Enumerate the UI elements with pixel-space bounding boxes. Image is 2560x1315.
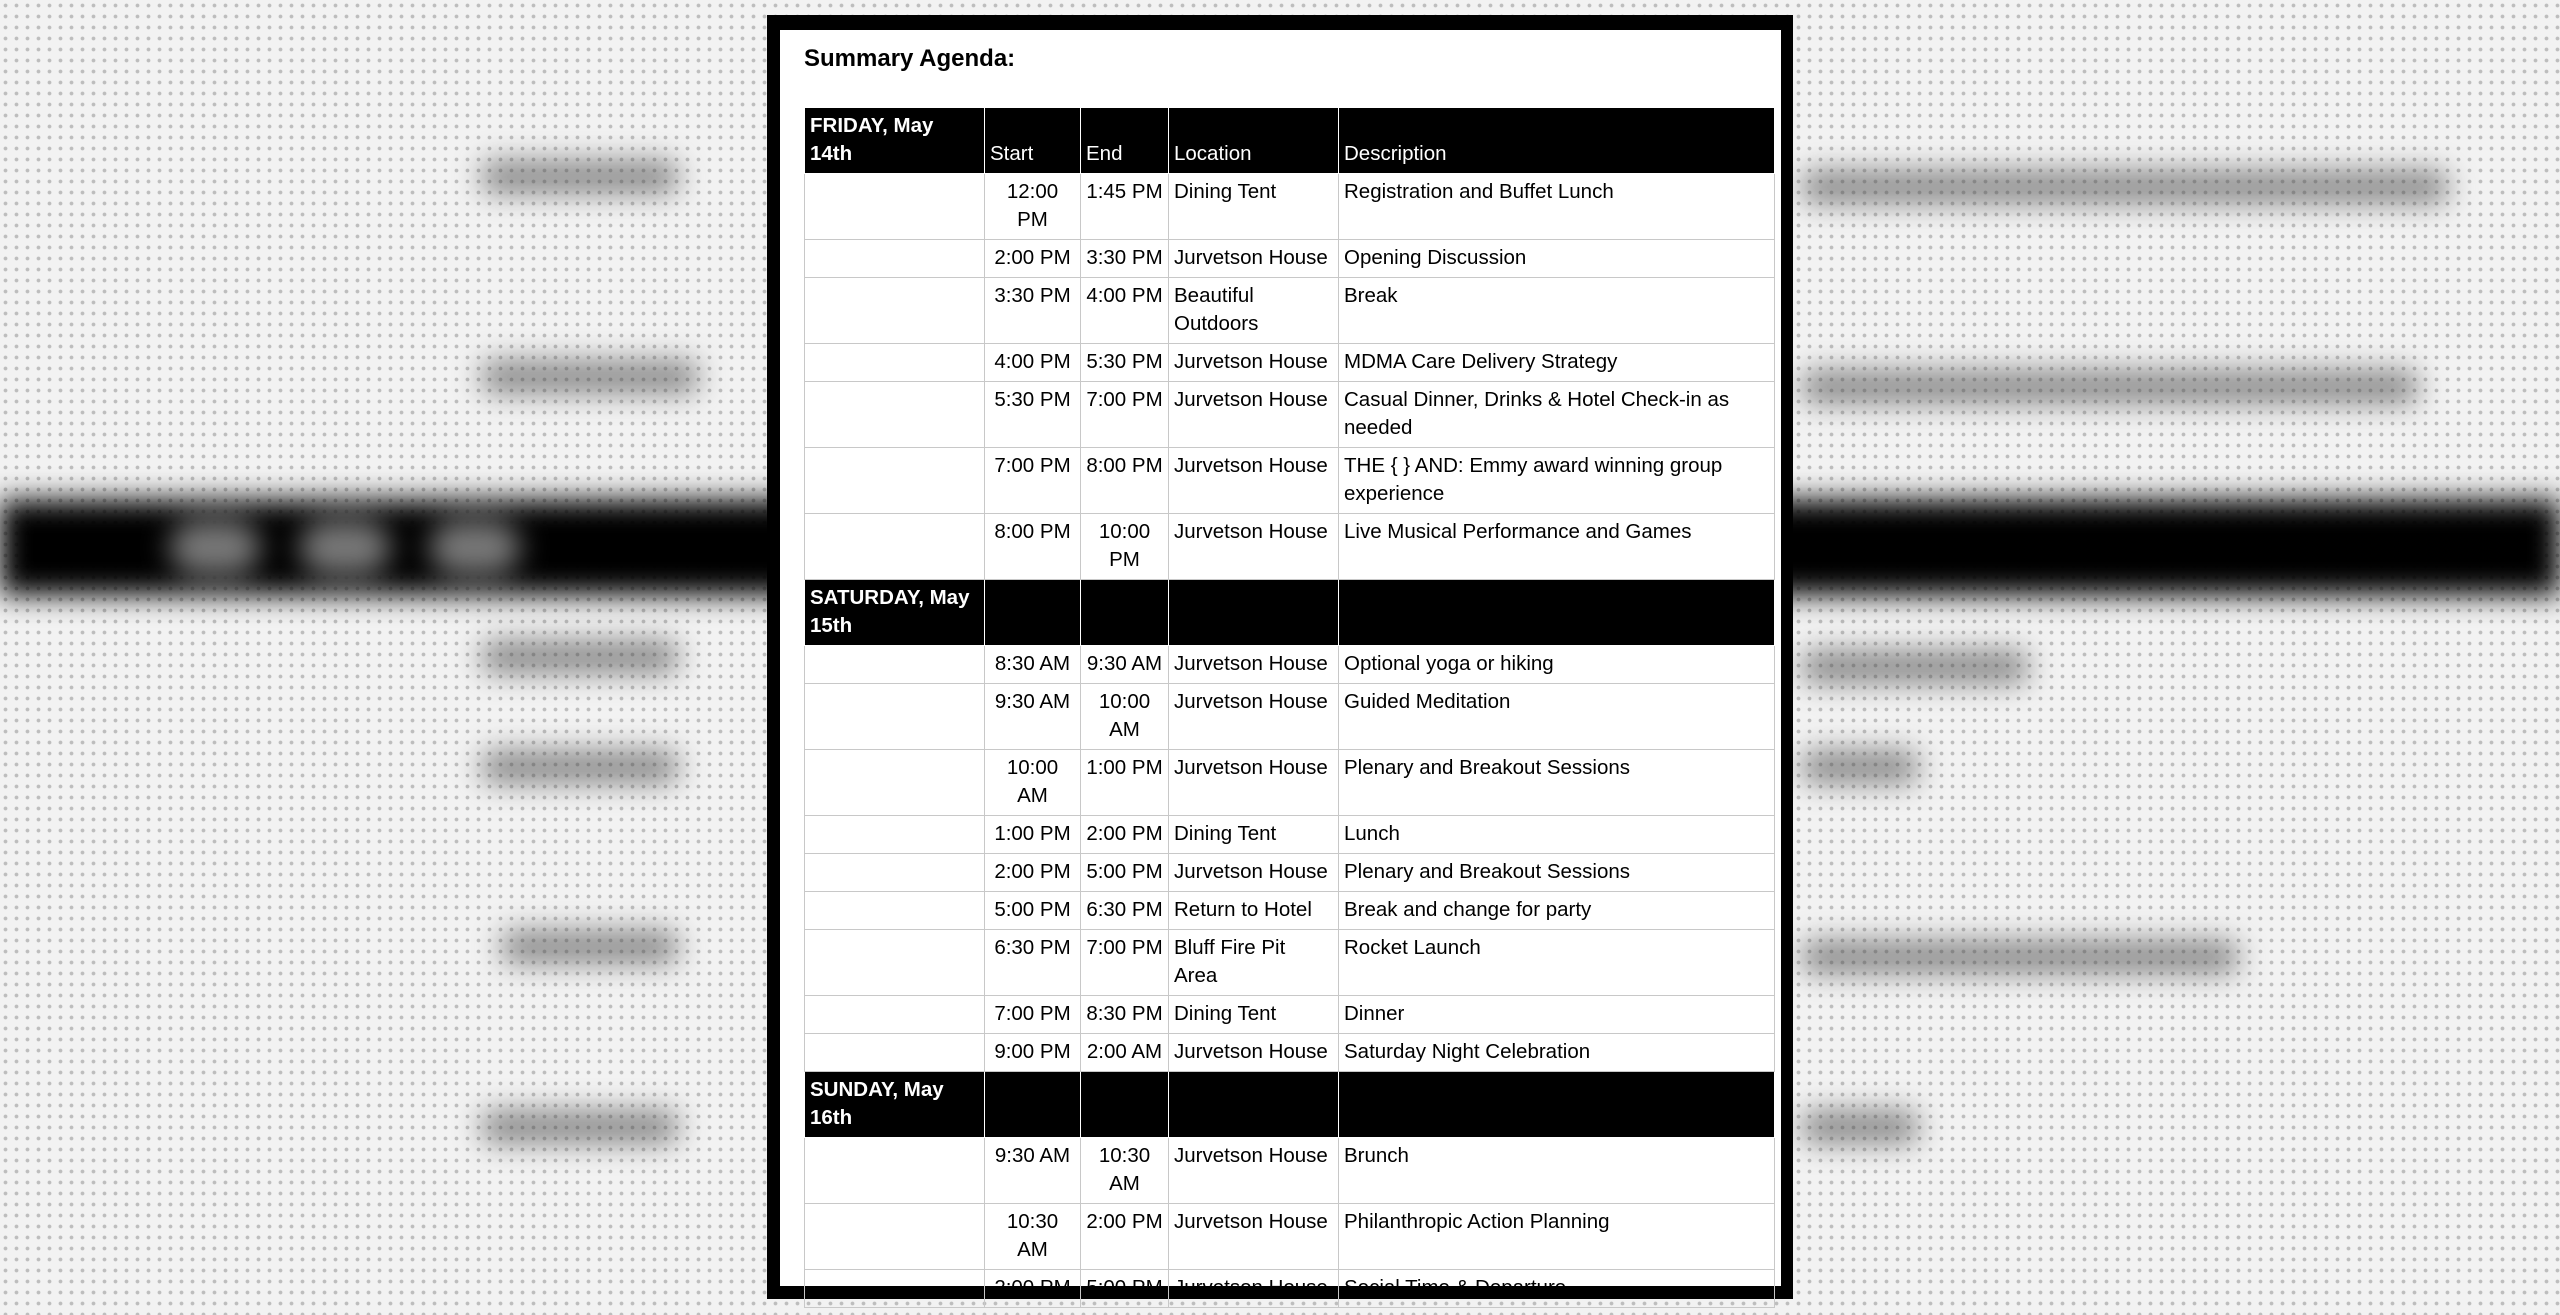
table-row	[805, 1034, 1775, 1072]
column-header-description: Description	[1339, 108, 1775, 174]
start-time: 8:30 AM	[985, 646, 1081, 684]
start-time: 9:00 PM	[985, 1034, 1081, 1072]
empty-cell	[805, 448, 985, 514]
empty-cell	[805, 816, 985, 854]
description: Live Musical Performance and Games	[1339, 514, 1775, 580]
empty-cell	[805, 344, 985, 382]
description: Registration and Buffet Lunch	[1339, 174, 1775, 240]
table-row	[805, 930, 1775, 996]
background-smudge	[1800, 750, 1920, 784]
empty-header-cell	[1081, 1072, 1169, 1138]
location: Jurvetson House	[1169, 240, 1339, 278]
empty-cell	[805, 684, 985, 750]
background-smudge	[1800, 650, 2030, 684]
day-header-sunday	[805, 1072, 1775, 1138]
start-time: 1:00 PM	[985, 816, 1081, 854]
table-row	[805, 448, 1775, 514]
empty-header-cell	[1339, 1072, 1775, 1138]
empty-cell	[805, 646, 985, 684]
table-row	[805, 684, 1775, 750]
location: Dining Tent	[1169, 816, 1339, 854]
empty-header-cell	[1339, 580, 1775, 646]
start-time: 7:00 PM	[985, 996, 1081, 1034]
background-smudge	[1800, 1110, 1920, 1144]
start-time: 10:00 AM	[985, 750, 1081, 816]
start-time: 5:30 PM	[985, 382, 1081, 448]
end-time: 5:30 PM	[1081, 344, 1169, 382]
day-label: SATURDAY, May 15th	[805, 580, 985, 646]
background-smudge	[480, 1110, 680, 1144]
background-smudge	[480, 640, 680, 674]
description: THE { } AND: Emmy award winning group experience	[1339, 448, 1775, 514]
location: Jurvetson House	[1169, 382, 1339, 448]
start-time: 2:00 PM	[985, 854, 1081, 892]
empty-header-cell	[985, 1072, 1081, 1138]
end-time: 3:30 PM	[1081, 240, 1169, 278]
start-time: 2:00 PM	[985, 1270, 1081, 1308]
empty-cell	[805, 1034, 985, 1072]
empty-cell	[805, 382, 985, 448]
table-row	[805, 816, 1775, 854]
end-time: 8:30 PM	[1081, 996, 1169, 1034]
location: Jurvetson House	[1169, 1204, 1339, 1270]
start-time: 2:00 PM	[985, 240, 1081, 278]
empty-header-cell	[1081, 580, 1169, 646]
background-smudge	[480, 160, 680, 194]
end-time: 9:30 AM	[1081, 646, 1169, 684]
end-time: 2:00 PM	[1081, 1204, 1169, 1270]
table-row	[805, 382, 1775, 448]
description: Guided Meditation	[1339, 684, 1775, 750]
band-highlight	[430, 520, 520, 575]
empty-cell	[805, 240, 985, 278]
table-row	[805, 174, 1775, 240]
end-time: 7:00 PM	[1081, 930, 1169, 996]
table-row	[805, 514, 1775, 580]
end-time: 2:00 AM	[1081, 1034, 1169, 1072]
location: Dining Tent	[1169, 996, 1339, 1034]
description: Brunch	[1339, 1138, 1775, 1204]
table-row	[805, 750, 1775, 816]
table-row	[805, 646, 1775, 684]
day-label: FRIDAY, May 14th	[805, 108, 985, 174]
background-smudge	[480, 750, 680, 784]
end-time: 1:45 PM	[1081, 174, 1169, 240]
empty-cell	[805, 996, 985, 1034]
agenda-title: Summary Agenda:	[804, 45, 1016, 72]
end-time: 10:30 AM	[1081, 1138, 1169, 1204]
location: Return to Hotel	[1169, 892, 1339, 930]
end-time: 8:00 PM	[1081, 448, 1169, 514]
start-time: 7:00 PM	[985, 448, 1081, 514]
description: Optional yoga or hiking	[1339, 646, 1775, 684]
description: Plenary and Breakout Sessions	[1339, 750, 1775, 816]
empty-cell	[805, 278, 985, 344]
location: Jurvetson House	[1169, 1138, 1339, 1204]
location: Jurvetson House	[1169, 514, 1339, 580]
empty-cell	[805, 930, 985, 996]
end-time: 1:00 PM	[1081, 750, 1169, 816]
background-smudge	[500, 930, 680, 964]
location: Bluff Fire Pit Area	[1169, 930, 1339, 996]
description: Opening Discussion	[1339, 240, 1775, 278]
start-time: 5:00 PM	[985, 892, 1081, 930]
description: Casual Dinner, Drinks & Hotel Check-in as needed	[1339, 382, 1775, 448]
end-time: 10:00 PM	[1081, 514, 1169, 580]
agenda-table	[804, 107, 1775, 1308]
description: Saturday Night Celebration	[1339, 1034, 1775, 1072]
table-row	[805, 892, 1775, 930]
location: Beautiful Outdoors	[1169, 278, 1339, 344]
end-time: 5:00 PM	[1081, 854, 1169, 892]
description: Dinner	[1339, 996, 1775, 1034]
location: Jurvetson House	[1169, 448, 1339, 514]
description: MDMA Care Delivery Strategy	[1339, 344, 1775, 382]
location: Jurvetson House	[1169, 344, 1339, 382]
empty-cell	[805, 750, 985, 816]
table-row	[805, 1270, 1775, 1308]
empty-cell	[805, 854, 985, 892]
location: Jurvetson House	[1169, 684, 1339, 750]
description: Lunch	[1339, 816, 1775, 854]
empty-cell	[805, 1270, 985, 1308]
start-time: 3:30 PM	[985, 278, 1081, 344]
end-time: 10:00 AM	[1081, 684, 1169, 750]
start-time: 9:30 AM	[985, 1138, 1081, 1204]
band-highlight	[300, 520, 390, 575]
empty-cell	[805, 174, 985, 240]
empty-cell	[805, 1204, 985, 1270]
day-header-saturday	[805, 580, 1775, 646]
location: Jurvetson House	[1169, 1034, 1339, 1072]
end-time: 4:00 PM	[1081, 278, 1169, 344]
description: Social Time & Departure	[1339, 1270, 1775, 1308]
background-smudge	[1800, 370, 2420, 404]
table-row	[805, 344, 1775, 382]
table-row	[805, 240, 1775, 278]
column-header-location: Location	[1169, 108, 1339, 174]
end-time: 5:00 PM	[1081, 1270, 1169, 1308]
table-row	[805, 1138, 1775, 1204]
table-row	[805, 1204, 1775, 1270]
column-header-start: Start	[985, 108, 1081, 174]
description: Rocket Launch	[1339, 930, 1775, 996]
start-time: 9:30 AM	[985, 684, 1081, 750]
description: Philanthropic Action Planning	[1339, 1204, 1775, 1270]
day-label: SUNDAY, May 16th	[805, 1072, 985, 1138]
background-smudge	[1800, 170, 2450, 204]
empty-header-cell	[985, 580, 1081, 646]
description: Break and change for party	[1339, 892, 1775, 930]
description: Break	[1339, 278, 1775, 344]
location: Jurvetson House	[1169, 854, 1339, 892]
start-time: 8:00 PM	[985, 514, 1081, 580]
start-time: 12:00 PM	[985, 174, 1081, 240]
table-row	[805, 278, 1775, 344]
background-smudge	[480, 360, 700, 394]
start-time: 4:00 PM	[985, 344, 1081, 382]
empty-cell	[805, 892, 985, 930]
document-page	[780, 30, 1781, 1299]
column-header-end: End	[1081, 108, 1169, 174]
empty-cell	[805, 514, 985, 580]
background-smudge	[1800, 940, 2240, 974]
empty-header-cell	[1169, 1072, 1339, 1138]
table-row	[805, 854, 1775, 892]
empty-header-cell	[1169, 580, 1339, 646]
location: Jurvetson House	[1169, 1270, 1339, 1308]
location: Dining Tent	[1169, 174, 1339, 240]
end-time: 6:30 PM	[1081, 892, 1169, 930]
empty-cell	[805, 1138, 985, 1204]
location: Jurvetson House	[1169, 750, 1339, 816]
document-frame	[767, 15, 1793, 1299]
location: Jurvetson House	[1169, 646, 1339, 684]
start-time: 10:30 AM	[985, 1204, 1081, 1270]
table-row	[805, 996, 1775, 1034]
end-time: 7:00 PM	[1081, 382, 1169, 448]
band-highlight	[170, 520, 260, 575]
description: Plenary and Breakout Sessions	[1339, 854, 1775, 892]
day-header-friday	[805, 108, 1775, 174]
start-time: 6:30 PM	[985, 930, 1081, 996]
end-time: 2:00 PM	[1081, 816, 1169, 854]
